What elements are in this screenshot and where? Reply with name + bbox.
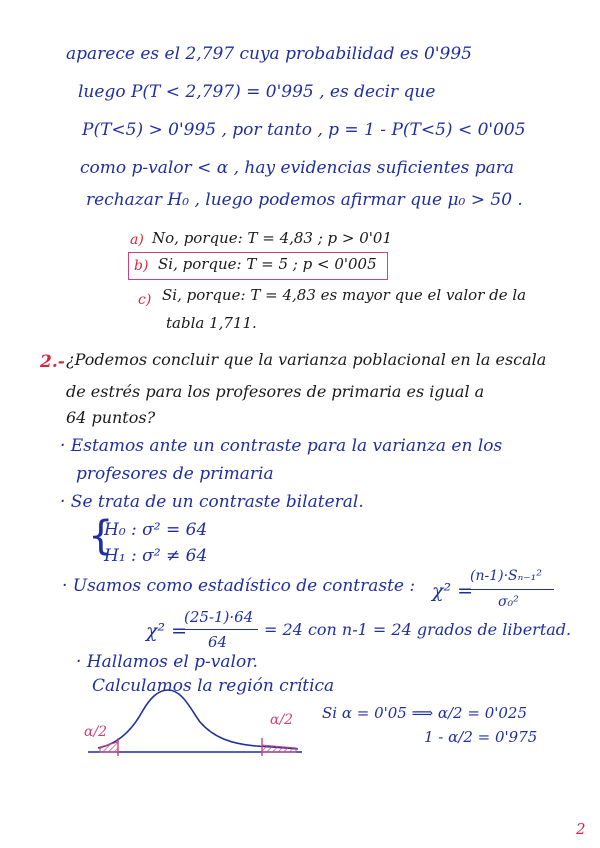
bullet-1-line-2: profesores de primaria	[76, 464, 274, 484]
text-line-1: aparece es el 2,797 cuya probabilidad es 0'995	[66, 44, 472, 64]
option-a-text: No, porque: T = 4,83 ; p > 0'01	[152, 229, 393, 247]
right-rejection-region	[262, 745, 296, 752]
option-b-marker: b)	[134, 258, 149, 274]
question-line-3: 64 puntos?	[66, 408, 156, 427]
left-tail-label: α/2	[84, 724, 108, 740]
bullet-2: · Se trata de un contraste bilateral.	[60, 492, 364, 512]
option-a-marker: a)	[130, 232, 144, 248]
question-line-1: ¿Podemos concluir que la varianza poblacional en la escala	[66, 350, 547, 369]
calc-denominator: 64	[208, 633, 228, 651]
alpha-line-2: 1 - α/2 = 0'975	[424, 728, 538, 746]
statistic-lhs: χ² =	[432, 580, 474, 602]
bullet-3: · Usamos como estadístico de contraste :	[62, 576, 416, 596]
hypothesis-brace: {	[88, 513, 114, 559]
calc-result: = 24 con n-1 = 24 grados de libertad.	[264, 620, 572, 639]
bullet-5: Calculamos la región crítica	[92, 676, 335, 696]
text-line-3: P(T<5) > 0'995 , por tanto , p = 1 - P(T<5) < 0'005	[82, 120, 526, 140]
option-c-text-2: tabla 1,711.	[166, 314, 257, 332]
bullet-4: · Hallamos el p-valor.	[76, 652, 258, 672]
statistic-numerator: (n-1)·Sₙ₋₁²	[470, 568, 542, 584]
left-rejection-region	[100, 742, 118, 752]
sketch-curve	[98, 690, 298, 749]
alpha-line-1: Si α = 0'05 ⟹ α/2 = 0'025	[322, 704, 527, 722]
option-c-text: Si, porque: T = 4,83 es mayor que el valor de la	[162, 286, 527, 304]
alt-hypothesis: H₁ : σ² ≠ 64	[104, 546, 208, 566]
text-line-5: rechazar H₀ , luego podemos afirmar que μ₀ > 50 .	[86, 190, 523, 210]
calc-numerator: (25-1)·64	[184, 608, 254, 626]
right-tail-label: α/2	[270, 712, 294, 728]
page-number: 2	[576, 820, 586, 838]
question-number: 2.-	[40, 352, 65, 372]
bullet-1-line-1: · Estamos ante un contraste para la varianza en los	[60, 436, 503, 456]
text-line-4: como p-valor < α , hay evidencias suficientes para	[80, 158, 515, 178]
statistic-denominator: σ₀²	[498, 594, 519, 610]
option-b-text: Si, porque: T = 5 ; p < 0'005	[158, 255, 377, 273]
question-line-2: de estrés para los profesores de primaria es igual a	[66, 382, 485, 401]
calc-lhs: χ² =	[146, 620, 188, 642]
null-hypothesis: H₀ : σ² = 64	[104, 520, 208, 540]
option-c-marker: c)	[138, 292, 152, 308]
text-line-2: luego P(T < 2,797) = 0'995 , es decir que	[78, 82, 436, 102]
